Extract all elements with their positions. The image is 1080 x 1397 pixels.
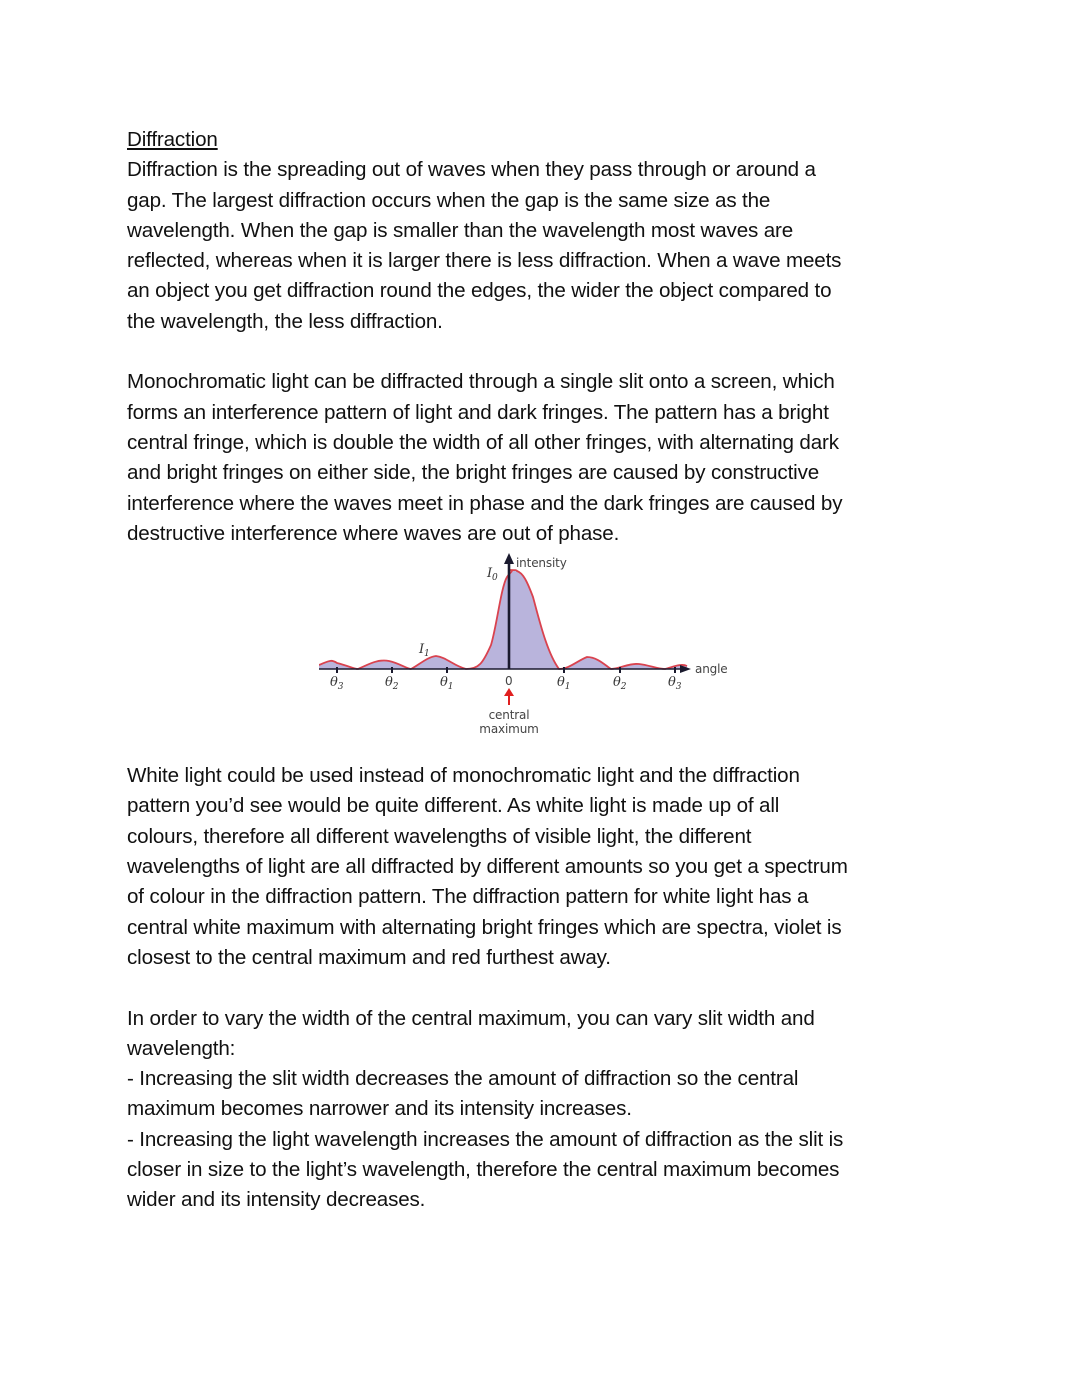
text-line: wavelength:: [127, 1036, 236, 1060]
tick-label-zero: 0: [505, 674, 513, 689]
text-line: and bright fringes on either side, the bright fringes are caused by constructive: [127, 461, 820, 485]
text-line: central white maximum with alternating bright fringes which are spectra, violet is: [127, 915, 842, 939]
text-line: In order to vary the width of the central maximum, you can vary slit width and: [127, 1006, 815, 1030]
text-line: of colour in the diffraction pattern. The diffraction pattern for white light has a: [127, 885, 809, 909]
y-axis-arrow-icon: [504, 553, 514, 564]
text-line: an object you get diffraction round the edges, the wider the object compared to: [127, 279, 832, 303]
text-line: colours, therefore all different wavelengths of visible light, the different: [127, 824, 752, 848]
paragraph-spacer: [127, 973, 957, 1003]
y-axis-label: intensity: [516, 556, 567, 571]
central-maximum-arrow-icon: [504, 688, 514, 705]
text-line: wavelength. When the gap is smaller than the wavelength most waves are: [127, 218, 794, 242]
text-line: reflected, whereas when it is larger there is less diffraction. When a wave meets: [127, 249, 842, 273]
paragraph-monochromatic: [127, 367, 957, 549]
tick-label-theta1-right: $\theta_1$: [557, 675, 571, 693]
tick-label-theta1-left: $\theta_1$: [440, 675, 454, 693]
text-line: gap. The largest diffraction occurs when the gap is the same size as the: [127, 188, 771, 212]
text-line: maximum becomes narrower and its intensity increases.: [127, 1097, 632, 1121]
bullet-line: - Increasing the light wavelength increases the amount of diffraction as the slit is: [127, 1127, 844, 1151]
tick-label-theta3-left: $\theta_3$: [330, 675, 344, 693]
document-page: [127, 125, 957, 1216]
intensity-fill: [319, 570, 687, 669]
text-line: closer in size to the light’s wavelength, therefore the central maximum becomes: [127, 1158, 840, 1182]
paragraph-vary-width: [127, 1004, 957, 1216]
text-line: interference where the waves meet in phase and the dark fringes are caused by: [127, 491, 843, 515]
text-line: wavelengths of light are all diffracted by different amounts so you get a spectrum: [127, 855, 848, 879]
text-line: destructive interference where waves are out of phase.: [127, 521, 620, 545]
tick-label-theta2-right: $\theta_2$: [613, 675, 627, 693]
text-line: Diffraction is the spreading out of waves when they pass through or around a: [127, 158, 816, 182]
tick-label-theta2-left: $\theta_2$: [385, 675, 399, 693]
x-axis-label: angle: [695, 662, 728, 677]
text-line: forms an interference pattern of light and dark fringes. The pattern has a bright: [127, 400, 829, 424]
peak-label-i0: $I_0$: [487, 566, 498, 584]
text-line: White light could be used instead of monochromatic light and the diffraction: [127, 764, 800, 788]
text-line: Monochromatic light can be diffracted through a single slit onto a screen, which: [127, 370, 835, 394]
text-line: closest to the central maximum and red furthest away.: [127, 945, 611, 969]
paragraph-diffraction-intro: [127, 155, 957, 337]
paragraph-spacer: [127, 337, 957, 367]
intensity-graph: [319, 553, 759, 753]
diffraction-intensity-diagram: [127, 549, 957, 761]
paragraph-white-light: [127, 761, 957, 973]
text-line: the wavelength, the less diffraction.: [127, 309, 443, 333]
text-line: pattern you’d see would be quite different. As white light is made up of all: [127, 794, 780, 818]
annotation-maximum: maximum: [479, 722, 539, 737]
peak-label-i1: $I_1$: [419, 642, 430, 660]
page-title: Diffraction: [127, 128, 218, 151]
bullet-line: - Increasing the slit width decreases the amount of diffraction so the central: [127, 1067, 799, 1091]
text-line: wider and its intensity decreases.: [127, 1188, 426, 1212]
text-line: central fringe, which is double the width of all other fringes, with alternating dark: [127, 430, 839, 454]
annotation-central: central: [488, 708, 530, 723]
tick-label-theta3-right: $\theta_3$: [668, 675, 682, 693]
